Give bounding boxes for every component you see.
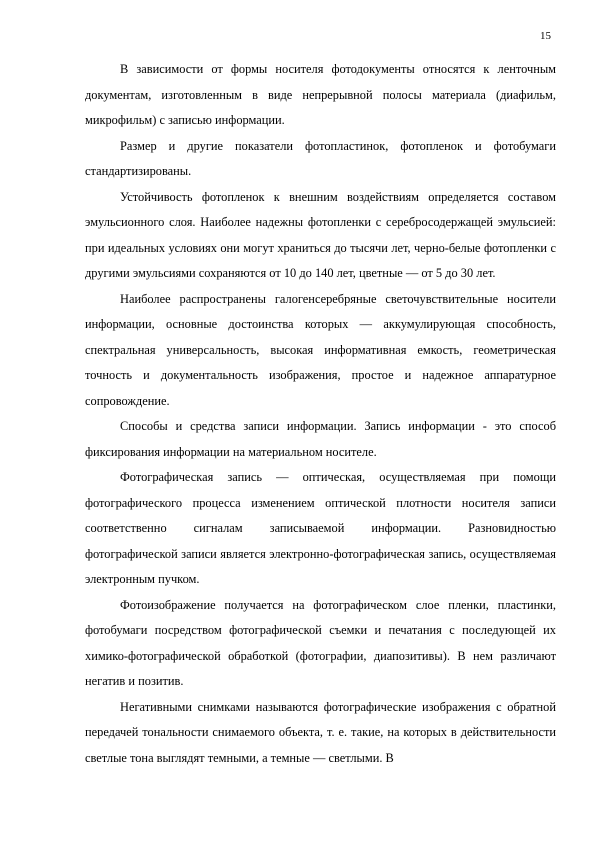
page-number: 15 — [540, 30, 551, 42]
paragraph-negative-images: Негативными снимками называются фотографические изображения с обратной передачей тональности снимаемого объекта, т. е. такие, на которых в действительности светлые тона выглядят темными, а темные — светлыми. В — [85, 699, 556, 765]
paragraph-photo-image: Фотоизображение получается на фотографическом слое пленки, пластинки, фотобумаги посредством фотографической съемки и печатания с последующей их химико-фотографической обработкой (фотографии, диапозитивы). В нем различают негатив и позитив. — [85, 597, 556, 688]
paragraph-photographic-recording: Фотографическая запись — оптическая, осуществляемая при помощи фотографического процесса изменением оптической плотности носителя записи соответственно сигналам записываемой информации. Разновидностью фотографической записи является электронно-фотографическая запись, осуществляемая электронным пучком. — [85, 470, 556, 586]
paragraph-film-durability: Устойчивость фотопленок к внешним воздействиям определяется составом эмульсионного слоя. Наиболее надежны фотопленки с серебросодержащей эмульсией: при идеальных условиях они могут храниться до тысячи лет, черно-белые фотопленки с другими эмульсиями сохраняются от 10 до 140 лет, цветные — от 5 до 30 лет. — [85, 189, 556, 280]
document-body — [85, 57, 556, 771]
paragraph-photodocument-form: В зависимости от формы носителя фотодокументы относятся к ленточным документам, изготовленным в виде непрерывной полосы материала (диафильм, микрофильм) с записью информации. — [85, 62, 556, 127]
paragraph-silver-halide-media: Наиболее распространены галогенсеребряные светочувствительные носители информации, основные достоинства которых — аккумулирующая способность, спектральная универсальность, высокая информативная емкость, геометрическая точность и документальность изображения, простое и надежное аппаратурное сопровождение. — [85, 291, 556, 408]
paragraph-standardization: Размер и другие показатели фотопластинок, фотопленок и фотобумаги стандартизированы. — [85, 138, 556, 178]
paragraph-recording-methods: Способы и средства записи информации. Запись информации - это способ фиксирования информации на материальном носителе. — [85, 419, 556, 459]
